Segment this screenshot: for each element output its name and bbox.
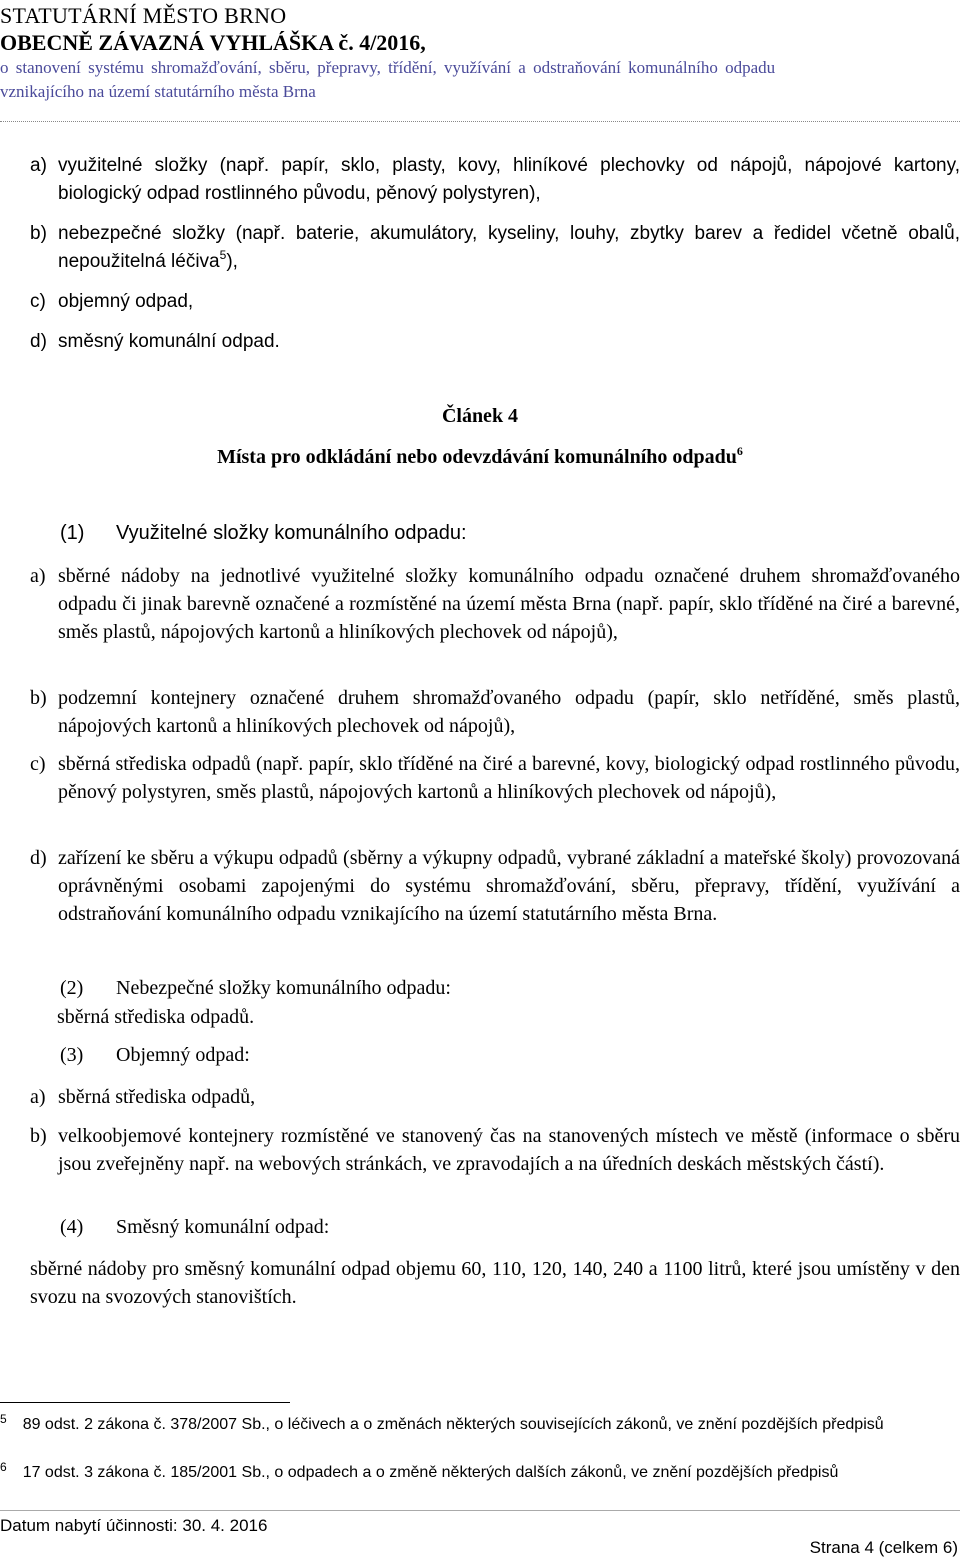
list-item (30, 684, 960, 740)
list-item (30, 152, 960, 208)
footnote-ref: 5 (219, 248, 227, 262)
section-heading: (4) Směsný komunální odpad: (60, 1216, 330, 1238)
list-item-label: d) (30, 331, 47, 352)
list-item-label: c) (30, 291, 46, 312)
header-divider (0, 121, 960, 122)
list-item-text: zařízení ke sběru a výkupu odpadů (sběrny a výkupny odpadů, vybrané základní a mateřské školy) provozovaná oprávněnými osobami zapojenými do systému shromažďování, sběru, přepravy, třídění, využívání a odstraňování komunálního odpadu vznikajícího na území statutárního města Brna. (58, 847, 960, 925)
section-text: sběrná střediska odpadů. (57, 1006, 255, 1028)
list-item-label: a) (30, 1086, 46, 1108)
list-item-label: b) (30, 223, 47, 244)
footnote-divider (0, 1402, 290, 1403)
section-heading: (1) Využitelné složky komunálního odpadu: (60, 522, 467, 544)
footnote-number: 6 (0, 1460, 7, 1474)
list-item-label: b) (30, 687, 47, 709)
section-heading: (3) Objemný odpad: (60, 1044, 250, 1066)
list-item-label: c) (30, 753, 46, 775)
list-item (30, 288, 960, 316)
list-item-text: směsný komunální odpad. (58, 331, 280, 352)
footnote (0, 1462, 960, 1484)
list-item (30, 328, 960, 356)
header-city: STATUTÁRNÍ MĚSTO BRNO (0, 3, 287, 28)
header-subject-line1: o stanovení systému shromažďování, sběru, přepravy, třídění, využívání a odstraňování komunálního odpadu (0, 58, 776, 77)
header-subject-line2: vznikajícího na území statutárního města Brna (0, 82, 316, 101)
list-item-text: sběrná střediska odpadů (např. papír, sklo tříděné na čiré a barevné, kovy, biologický odpad rostlinného původu, pěnový polystyren, směs plastů, nápojových kartonů a hliníkových plechovek od nápojů), (58, 753, 960, 803)
list-item-label: a) (30, 155, 47, 176)
footnote-text: 89 odst. 2 zákona č. 378/2007 Sb., o léčivech a o změnách některých souvisejících zákonů, ve znění pozdějších předpisů (22, 1416, 884, 1433)
list-item-label: d) (30, 847, 47, 869)
list-item-text: velkoobjemové kontejnery rozmístěné ve stanovený čas na stanovených místech ve městě (informace o sběru jsou zveřejněny např. na webových stránkách, ve zpravodajích a na úředních deskách městských částí). (58, 1125, 960, 1175)
footnote-text: 17 odst. 3 zákona č. 185/2001 Sb., o odpadech a o změně některých dalších zákonů, ve znění pozdějších předpisů (22, 1464, 839, 1481)
article-title: Místa pro odkládání nebo odevzdávání komunálního odpadu$^6$ (217, 444, 743, 468)
list-item-text: objemný odpad, (58, 291, 194, 312)
list-item-text: sběrná střediska odpadů, (58, 1086, 256, 1108)
list-item (30, 220, 960, 276)
list-item (30, 750, 960, 806)
section-text: sběrné nádoby pro směsný komunální odpad objemu 60, 110, 120, 140, 240 a 1100 litrů, které jsou umístěny v den svozu na svozových stanovištích. (30, 1258, 960, 1308)
list-item (30, 844, 960, 928)
footnote-ref: 6 (736, 444, 743, 458)
list-item-label: a) (30, 565, 46, 587)
list-item-label: b) (30, 1125, 47, 1147)
footnote (0, 1414, 930, 1436)
footnote-number: 5 (0, 1412, 7, 1426)
list-item (30, 1122, 960, 1178)
article-number: Článek 4 (441, 405, 519, 427)
effective-date: Datum nabytí účinnosti: 30. 4. 2016 (0, 1516, 268, 1535)
list-item-text: sběrné nádoby na jednotlivé využitelné složky komunálního odpadu označené druhem shromažďovaného odpadu či jinak barevně označené a rozmístěné na území města Brna (např. papír, sklo tříděné na čiré a barevné, směs plastů, nápojových kartonů a hliníkových plechovek od nápojů), (58, 565, 960, 643)
footer-divider (0, 1510, 960, 1511)
list-item (30, 1083, 960, 1111)
list-item-text: podzemní kontejnery označené druhem shromažďovaného odpadu (papír, sklo netříděné, směs plastů, nápojových kartonů a hliníkových plechovek od nápojů), (58, 687, 960, 737)
page-number: Strana 4 (celkem 6) (809, 1538, 958, 1557)
list-item-text: nebezpečné složky (např. baterie, akumulátory, kyseliny, louhy, zbytky barev a ředidel včetně obalů, nepoužitelná léčiva$^5$), (58, 223, 960, 272)
section-heading: (2) Nebezpečné složky komunálního odpadu: (60, 977, 451, 999)
list-item (30, 562, 960, 646)
header-decree: OBECNĚ ZÁVAZNÁ VYHLÁŠKA č. 4/2016, (0, 30, 426, 55)
list-item-text: využitelné složky (např. papír, sklo, plasty, kovy, hliníkové plechovky od nápojů, nápojové kartony, biologický odpad rostlinného původu, pěnový polystyren), (58, 155, 960, 204)
